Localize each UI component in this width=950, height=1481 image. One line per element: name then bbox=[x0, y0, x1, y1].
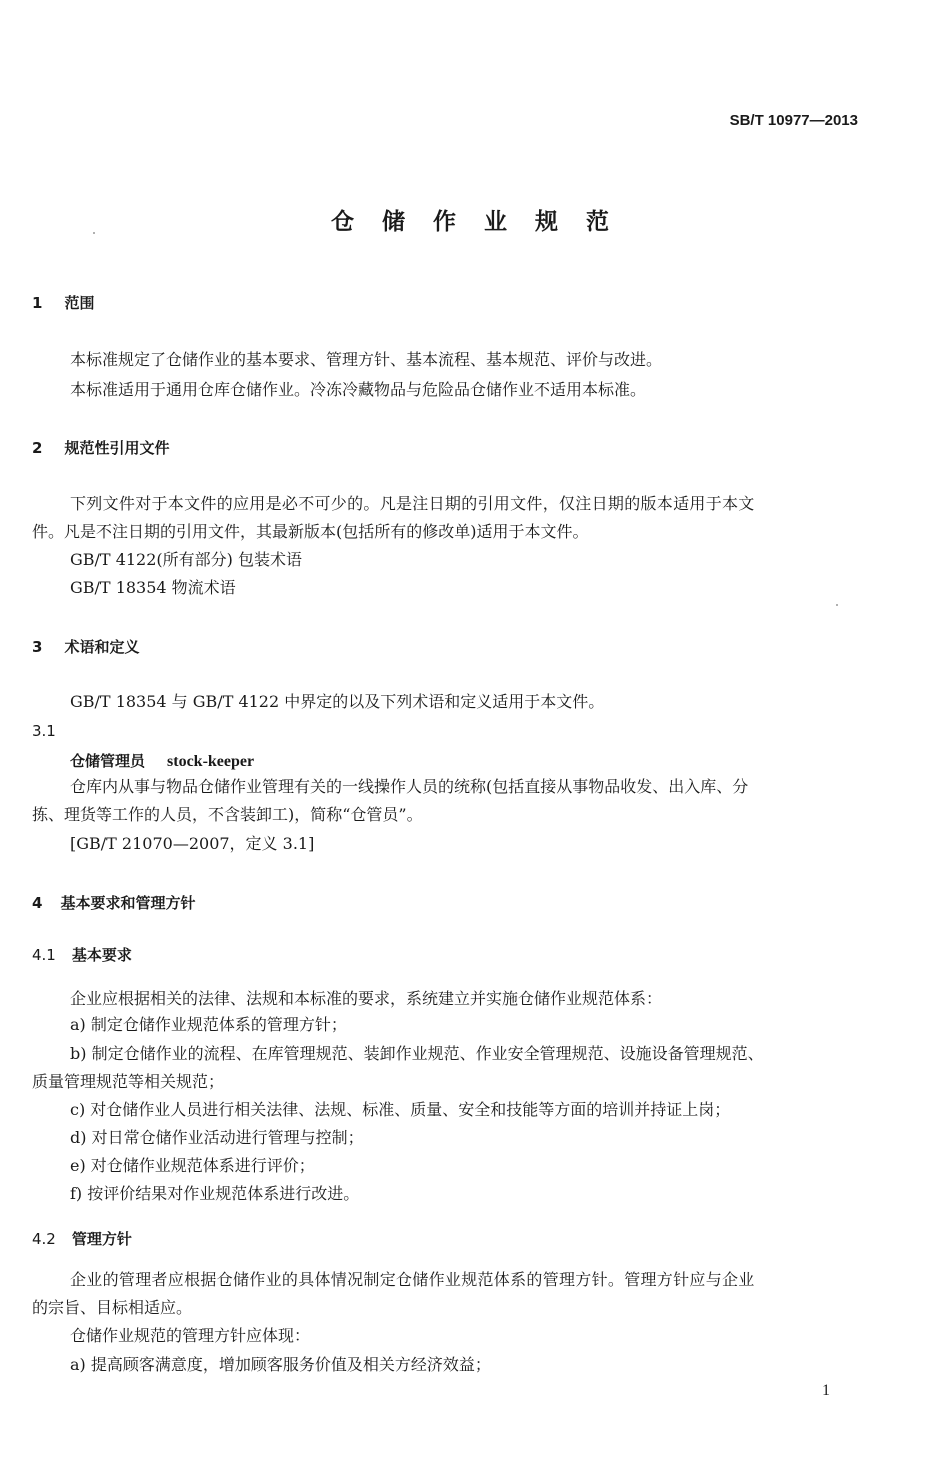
paragraph: GB/T 18354 与 GB/T 4122 中界定的以及下列术语和定义适用于本文件。 bbox=[70, 692, 605, 711]
paragraph: 企业的管理者应根据仓储作业的具体情况制定仓储作业规范体系的管理方针。管理方针应与企业 bbox=[70, 1270, 755, 1289]
section-title: 术语和定义 bbox=[64, 638, 140, 656]
section-number: 2 bbox=[32, 439, 43, 457]
reference-item: GB/T 18354 物流术语 bbox=[70, 578, 236, 597]
term-english: stock-keeper bbox=[167, 753, 255, 770]
reference-item: GB/T 4122(所有部分) 包装术语 bbox=[70, 550, 302, 569]
section-1-heading bbox=[32, 292, 94, 313]
list-item: c) 对仓储作业人员进行相关法律、法规、标准、质量、安全和技能等方面的培训并持证上岗； bbox=[70, 1100, 731, 1119]
page-number: 1 bbox=[822, 1382, 830, 1399]
paragraph: 件。凡是不注日期的引用文件，其最新版本(包括所有的修改单)适用于本文件。 bbox=[32, 522, 589, 541]
paragraph: 仓储作业规范的管理方针应体现： bbox=[70, 1326, 311, 1345]
subsection-4-1-heading bbox=[32, 944, 132, 965]
scan-speck bbox=[93, 232, 95, 234]
subsection-4-2-heading bbox=[32, 1228, 132, 1249]
section-4-heading bbox=[32, 892, 195, 913]
list-item-continuation: 质量管理规范等相关规范； bbox=[32, 1072, 225, 1091]
list-item: f) 按评价结果对作业规范体系进行改进。 bbox=[70, 1184, 360, 1203]
standard-code: SB/T 10977—2013 bbox=[729, 112, 858, 129]
paragraph: 下列文件对于本文件的应用是必不可少的。凡是注日期的引用文件，仅注日期的版本适用于本文 bbox=[70, 494, 755, 513]
term-chinese: 仓储管理员 bbox=[70, 752, 146, 770]
subsection-number: 3.1 bbox=[32, 722, 56, 740]
section-number: 3 bbox=[32, 638, 43, 656]
list-item: a) 提高顾客满意度，增加顾客服务价值及相关方经济效益； bbox=[70, 1355, 491, 1374]
document-title: 仓 储 作 业 规 范 bbox=[330, 209, 620, 235]
list-item: e) 对仓储作业规范体系进行评价； bbox=[70, 1156, 315, 1175]
section-title: 范围 bbox=[64, 294, 95, 312]
paragraph: 企业应根据相关的法律、法规和本标准的要求，系统建立并实施仓储作业规范体系： bbox=[70, 989, 663, 1008]
scan-speck bbox=[836, 604, 838, 606]
term-entry bbox=[70, 750, 254, 771]
subsection-title: 基本要求 bbox=[71, 946, 132, 964]
paragraph: 的宗旨、目标相适应。 bbox=[32, 1298, 193, 1317]
section-2-heading bbox=[32, 437, 169, 458]
subsection-title: 管理方针 bbox=[71, 1230, 132, 1248]
definition-source: [GB/T 21070—2007，定义 3.1] bbox=[70, 834, 315, 853]
section-3-heading bbox=[32, 636, 139, 657]
section-title: 基本要求和管理方针 bbox=[60, 894, 196, 912]
section-title: 规范性引用文件 bbox=[64, 439, 170, 457]
list-item: b) 制定仓储作业的流程、在库管理规范、装卸作业规范、作业安全管理规范、设施设备管理规范、 bbox=[70, 1044, 764, 1063]
list-item: d) 对日常仓储作业活动进行管理与控制； bbox=[70, 1128, 364, 1147]
paragraph: 本标准适用于通用仓库仓储作业。冷冻冷藏物品与危险品仓储作业不适用本标准。 bbox=[70, 380, 647, 399]
paragraph: 本标准规定了仓储作业的基本要求、管理方针、基本流程、基本规范、评价与改进。 bbox=[70, 350, 663, 369]
definition: 仓库内从事与物品仓储作业管理有关的一线操作人员的统称(包括直接从事物品收发、出入库、分 bbox=[70, 777, 749, 796]
section-number: 4 bbox=[32, 894, 43, 912]
list-item: a) 制定仓储作业规范体系的管理方针； bbox=[70, 1015, 347, 1034]
definition: 拣、理货等工作的人员，不含装卸工)，简称“仓管员”。 bbox=[32, 805, 423, 824]
subsection-number: 4.2 bbox=[32, 1230, 56, 1248]
subsection-number: 4.1 bbox=[32, 946, 56, 964]
section-number: 1 bbox=[32, 294, 43, 312]
